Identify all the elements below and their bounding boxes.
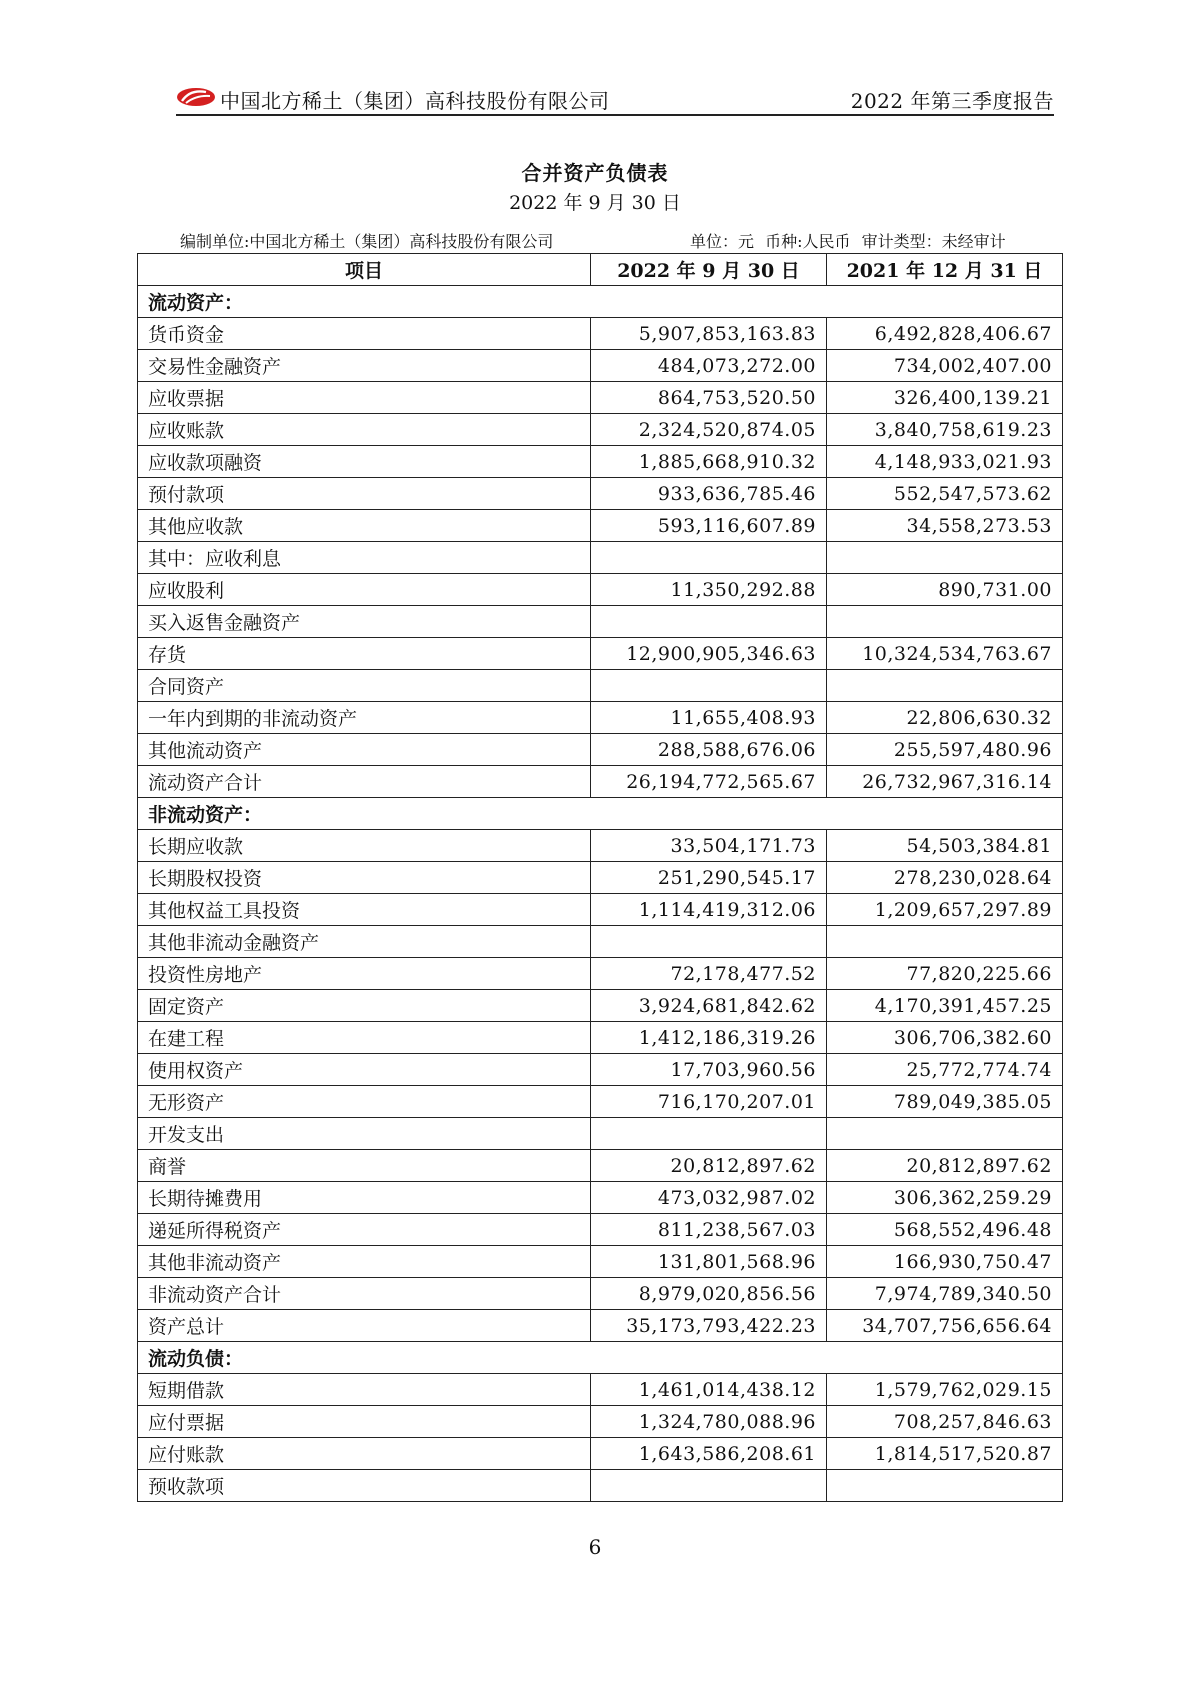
row-value-current: 864,753,520.50 [591,382,827,414]
row-item-label: 资产总计 [138,1310,591,1342]
row-value-current: 26,194,772,565.67 [591,766,827,798]
table-row [138,1022,1063,1054]
row-value-current: 5,907,853,163.83 [591,318,827,350]
row-value-prior: 7,974,789,340.50 [827,1278,1063,1310]
row-value-prior: 34,558,273.53 [827,510,1063,542]
row-value-prior [827,670,1063,702]
row-value-current: 11,655,408.93 [591,702,827,734]
table-row [138,1438,1063,1470]
table-row [138,862,1063,894]
row-value-prior: 568,552,496.48 [827,1214,1063,1246]
table-row [138,542,1063,574]
row-value-current: 17,703,960.56 [591,1054,827,1086]
report-title: 2022 年第三季度报告 [850,89,1054,113]
table-row [138,1342,1063,1374]
table-row [138,574,1063,606]
row-value-prior [827,542,1063,574]
row-value-prior: 166,930,750.47 [827,1246,1063,1278]
table-row [138,446,1063,478]
table-row [138,670,1063,702]
row-item-label: 长期应收款 [138,830,591,862]
table-row [138,1246,1063,1278]
table-row [138,606,1063,638]
row-value-prior [827,1118,1063,1150]
row-value-current [591,606,827,638]
row-value-prior: 734,002,407.00 [827,350,1063,382]
row-value-current: 1,885,668,910.32 [591,446,827,478]
company-logo-icon [176,86,216,108]
row-value-current: 811,238,567.03 [591,1214,827,1246]
row-item-label: 长期待摊费用 [138,1182,591,1214]
row-value-current: 33,504,171.73 [591,830,827,862]
table-row [138,638,1063,670]
row-value-prior [827,926,1063,958]
header-period-prior: 2021 年 12 月 31 日 [827,254,1063,286]
header-item: 项目 [138,254,591,286]
row-value-prior: 255,597,480.96 [827,734,1063,766]
row-value-prior: 1,579,762,029.15 [827,1374,1063,1406]
table-row [138,798,1063,830]
row-value-prior: 3,840,758,619.23 [827,414,1063,446]
row-value-current: 1,643,586,208.61 [591,1438,827,1470]
table-header-row [138,254,1063,286]
row-value-current: 8,979,020,856.56 [591,1278,827,1310]
row-value-current: 72,178,477.52 [591,958,827,990]
table-row [138,1086,1063,1118]
unit-currency-audit: 单位：元 币种:人民币 审计类型：未经审计 [690,232,1006,251]
row-value-prior: 10,324,534,763.67 [827,638,1063,670]
header-period-current: 2022 年 9 月 30 日 [591,254,827,286]
section-heading: 流动资产： [138,286,1063,318]
row-item-label: 固定资产 [138,990,591,1022]
row-item-label: 应收款项融资 [138,446,591,478]
row-item-label: 应收账款 [138,414,591,446]
table-row [138,414,1063,446]
row-item-label: 递延所得税资产 [138,1214,591,1246]
table-row [138,958,1063,990]
balance-sheet-table [137,253,1063,1502]
row-value-prior: 4,170,391,457.25 [827,990,1063,1022]
row-value-current: 12,900,905,346.63 [591,638,827,670]
row-value-prior: 6,492,828,406.67 [827,318,1063,350]
table-row [138,1310,1063,1342]
page-header [176,80,1054,116]
preparing-unit: 编制单位:中国北方稀土（集团）高科技股份有限公司 [180,232,554,251]
table-row [138,830,1063,862]
statement-title: 合并资产负债表 [521,161,669,185]
row-value-current: 1,324,780,088.96 [591,1406,827,1438]
table-row [138,286,1063,318]
row-item-label: 开发支出 [138,1118,591,1150]
row-item-label: 交易性金融资产 [138,350,591,382]
row-value-prior: 789,049,385.05 [827,1086,1063,1118]
row-item-label: 在建工程 [138,1022,591,1054]
table-row [138,702,1063,734]
row-value-prior: 34,707,756,656.64 [827,1310,1063,1342]
row-item-label: 应收股利 [138,574,591,606]
row-value-prior: 1,814,517,520.87 [827,1438,1063,1470]
row-value-prior: 278,230,028.64 [827,862,1063,894]
row-item-label: 存货 [138,638,591,670]
row-value-prior: 1,209,657,297.89 [827,894,1063,926]
row-value-prior: 552,547,573.62 [827,478,1063,510]
row-item-label: 一年内到期的非流动资产 [138,702,591,734]
row-item-label: 其他流动资产 [138,734,591,766]
row-value-current: 933,636,785.46 [591,478,827,510]
row-value-current: 484,073,272.00 [591,350,827,382]
row-item-label: 投资性房地产 [138,958,591,990]
section-heading: 非流动资产： [138,798,1063,830]
row-item-label: 预付款项 [138,478,591,510]
table-row [138,350,1063,382]
row-value-prior: 77,820,225.66 [827,958,1063,990]
table-row [138,478,1063,510]
row-value-current: 35,173,793,422.23 [591,1310,827,1342]
row-value-prior: 326,400,139.21 [827,382,1063,414]
row-value-prior: 54,503,384.81 [827,830,1063,862]
row-value-current: 1,461,014,438.12 [591,1374,827,1406]
table-row [138,1182,1063,1214]
page-number: 6 [588,1535,602,1559]
row-value-current [591,670,827,702]
row-item-label: 其中：应收利息 [138,542,591,574]
table-row [138,1054,1063,1086]
row-value-prior: 25,772,774.74 [827,1054,1063,1086]
row-item-label: 商誉 [138,1150,591,1182]
table-row [138,318,1063,350]
row-item-label: 非流动资产合计 [138,1278,591,1310]
row-value-current: 131,801,568.96 [591,1246,827,1278]
table-row [138,766,1063,798]
row-value-prior [827,606,1063,638]
row-item-label: 应付票据 [138,1406,591,1438]
row-value-current: 11,350,292.88 [591,574,827,606]
table-row [138,734,1063,766]
row-value-current: 251,290,545.17 [591,862,827,894]
row-value-current: 1,114,419,312.06 [591,894,827,926]
row-value-prior: 20,812,897.62 [827,1150,1063,1182]
row-value-prior: 890,731.00 [827,574,1063,606]
table-row [138,510,1063,542]
row-value-current [591,926,827,958]
row-item-label: 无形资产 [138,1086,591,1118]
row-value-prior [827,1470,1063,1502]
row-item-label: 合同资产 [138,670,591,702]
row-value-current [591,542,827,574]
row-item-label: 买入返售金融资产 [138,606,591,638]
row-item-label: 长期股权投资 [138,862,591,894]
row-value-prior: 22,806,630.32 [827,702,1063,734]
table-row [138,926,1063,958]
row-item-label: 短期借款 [138,1374,591,1406]
row-value-prior: 4,148,933,021.93 [827,446,1063,478]
table-row [138,382,1063,414]
row-item-label: 预收款项 [138,1470,591,1502]
row-item-label: 货币资金 [138,318,591,350]
row-item-label: 使用权资产 [138,1054,591,1086]
table-row [138,1278,1063,1310]
row-item-label: 其他非流动金融资产 [138,926,591,958]
table-row [138,1118,1063,1150]
row-item-label: 其他非流动资产 [138,1246,591,1278]
table-row [138,1150,1063,1182]
row-value-prior: 708,257,846.63 [827,1406,1063,1438]
row-value-current: 1,412,186,319.26 [591,1022,827,1054]
row-value-prior: 306,706,382.60 [827,1022,1063,1054]
row-value-current: 593,116,607.89 [591,510,827,542]
row-value-prior: 26,732,967,316.14 [827,766,1063,798]
table-row [138,990,1063,1022]
table-row [138,1214,1063,1246]
row-item-label: 应收票据 [138,382,591,414]
row-value-current: 716,170,207.01 [591,1086,827,1118]
row-value-current: 473,032,987.02 [591,1182,827,1214]
company-name: 中国北方稀土（集团）高科技股份有限公司 [220,89,610,113]
row-item-label: 其他权益工具投资 [138,894,591,926]
row-value-current: 20,812,897.62 [591,1150,827,1182]
table-row [138,894,1063,926]
row-value-current: 288,588,676.06 [591,734,827,766]
row-item-label: 流动资产合计 [138,766,591,798]
row-value-current [591,1470,827,1502]
table-row [138,1406,1063,1438]
row-item-label: 其他应收款 [138,510,591,542]
table-row [138,1470,1063,1502]
table-row [138,1374,1063,1406]
row-value-current: 2,324,520,874.05 [591,414,827,446]
row-value-prior: 306,362,259.29 [827,1182,1063,1214]
section-heading: 流动负债： [138,1342,1063,1374]
row-value-current: 3,924,681,842.62 [591,990,827,1022]
statement-date: 2022 年 9 月 30 日 [509,192,681,214]
row-value-current [591,1118,827,1150]
row-item-label: 应付账款 [138,1438,591,1470]
